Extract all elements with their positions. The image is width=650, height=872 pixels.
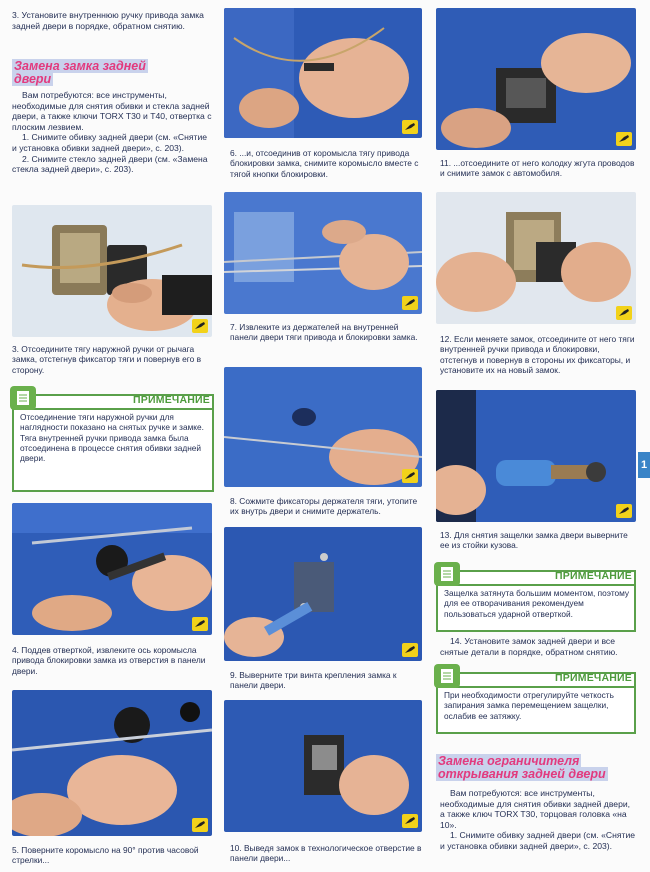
caption-step12: 12. Если меняете замок, отсоедините от него тяги внутренней ручки привода и блокировки, отстегнув и повернув в стороны их фиксаторы, и установите их на новый замок. [440, 334, 635, 376]
tool-badge [192, 617, 208, 631]
photo-step5 [12, 690, 212, 836]
photo-step10 [224, 700, 422, 832]
tool-badge [616, 306, 632, 320]
photo-step8 [224, 367, 422, 487]
caption-step5: 5. Поверните коромысло на 90° против часовой стрелки... [12, 845, 199, 866]
photo-step9 [224, 527, 422, 661]
tool-badge [192, 319, 208, 333]
note-body: При необходимости отрегулируйте четкость запирания замка перемещением защелки, ослабив ее затяжку. [444, 690, 614, 721]
note-header [436, 570, 636, 586]
caption-step7: 7. Извлеките из держателей на внутренней панели двери тяги привода и блокировки замка. [230, 322, 418, 343]
tool-badge [616, 504, 632, 518]
note-icon [434, 562, 460, 586]
tools-text [12, 90, 214, 175]
photo-step6 [224, 8, 422, 138]
note-icon [434, 664, 460, 688]
tools2-paragraph: Вам потребуются: все инструменты, необходимые для снятия обивки задней двери, а также ключ TORX T30, торцовая головка «на 10». [440, 788, 631, 830]
caption-step6: 6. ...и, отсоединив от коромысла тягу привода блокировки замка, снимите коромысло вместе с тягой кнопки блокировки. [230, 148, 419, 179]
step2-text: 2. Снимите стекло задней двери (см. «Замена стекла задней двери», с. 203). [12, 153, 208, 175]
tool-badge [402, 120, 418, 134]
note-header [436, 672, 636, 688]
photo-step7 [224, 192, 422, 314]
tool-badge [402, 814, 418, 828]
note-title: ПРИМЕЧАНИЕ [133, 394, 210, 406]
photo-step12 [436, 192, 636, 324]
caption-step3: 3. Отсоедините тягу наружной ручки от рычага замка, отстегнув фиксатор тяги и повернув его в сторону. [12, 344, 202, 375]
step3-intro: 3. Установите внутреннюю ручку привода замка задней двери в порядке, обратном снятию. [12, 10, 204, 31]
step14-text [440, 636, 636, 657]
note-title: ПРИМЕЧАНИЕ [555, 570, 632, 582]
step1b-text: 1. Снимите обивку задней двери (см. «Снятие и установка обивки задней двери», с. 203). [440, 830, 636, 851]
step14-para: 14. Установите замок задней двери и все снятые детали в порядке, обратном снятию. [440, 636, 618, 657]
caption-step10: 10. Выведя замок в технологическое отверстие в панели двери... [230, 843, 422, 864]
note-box-3 [436, 672, 636, 734]
caption-step4: 4. Поддев отверткой, извлеките ось коромысла привода блокировки замка из отверстия в панели двери. [12, 645, 206, 676]
note-body [20, 412, 208, 463]
tool-badge [616, 132, 632, 146]
note-body: Защелка затянута большим моментом, поэтому для ее отворачивания рекомендуем пользоваться ударной отверткой. [444, 588, 630, 619]
tools-paragraph: Вам потребуются: все инструменты, необходимые для снятия обивки и стекла задней двери, а также ключи TORX T30 и T40, отвертка с плоским лезвием. [12, 90, 212, 132]
photo-step11 [436, 8, 636, 150]
note-header [12, 394, 214, 410]
caption-step8: 8. Сожмите фиксаторы держателя тяги, утопите их внутрь двери и снимите держатель. [230, 496, 418, 517]
caption-step13: 13. Для снятия защелки замка двери выверните ее из стойки кузова. [440, 530, 628, 551]
photo-step13 [436, 390, 636, 522]
photo-step3 [12, 205, 212, 337]
tool-badge [402, 469, 418, 483]
caption-step11: 11. ...отсоедините от него колодку жгута проводов и снимите замок с автомобиля. [440, 158, 635, 179]
note-box-2 [436, 570, 636, 632]
note-para-1: Отсоединение тяги наружной ручки для наглядности показано на снятых ручке и замке. [20, 412, 204, 433]
tool-badge [192, 818, 208, 832]
photo-step4 [12, 503, 212, 635]
section-title-limiter: Замена ограничителя открывания задней двери [438, 754, 606, 781]
note-para-2: Тяга внутренней ручки привода замка была отсоединена в процессе снятия обивки задней двери. [20, 432, 202, 464]
tool-badge [402, 643, 418, 657]
note-box-1 [12, 394, 214, 492]
note-icon [10, 386, 36, 410]
step1-text: 1. Снимите обивку задней двери (см. «Снятие и установка обивки задней двери», с. 203). [12, 132, 208, 153]
tools2-text [440, 788, 636, 852]
section-title-lock: Замена замка задней двери [14, 59, 146, 86]
tool-badge [402, 296, 418, 310]
caption-step9: 9. Выверните три винта крепления замка к панели двери. [230, 670, 397, 691]
chapter-tab: 1 [638, 452, 650, 478]
note-title: ПРИМЕЧАНИЕ [555, 672, 632, 684]
